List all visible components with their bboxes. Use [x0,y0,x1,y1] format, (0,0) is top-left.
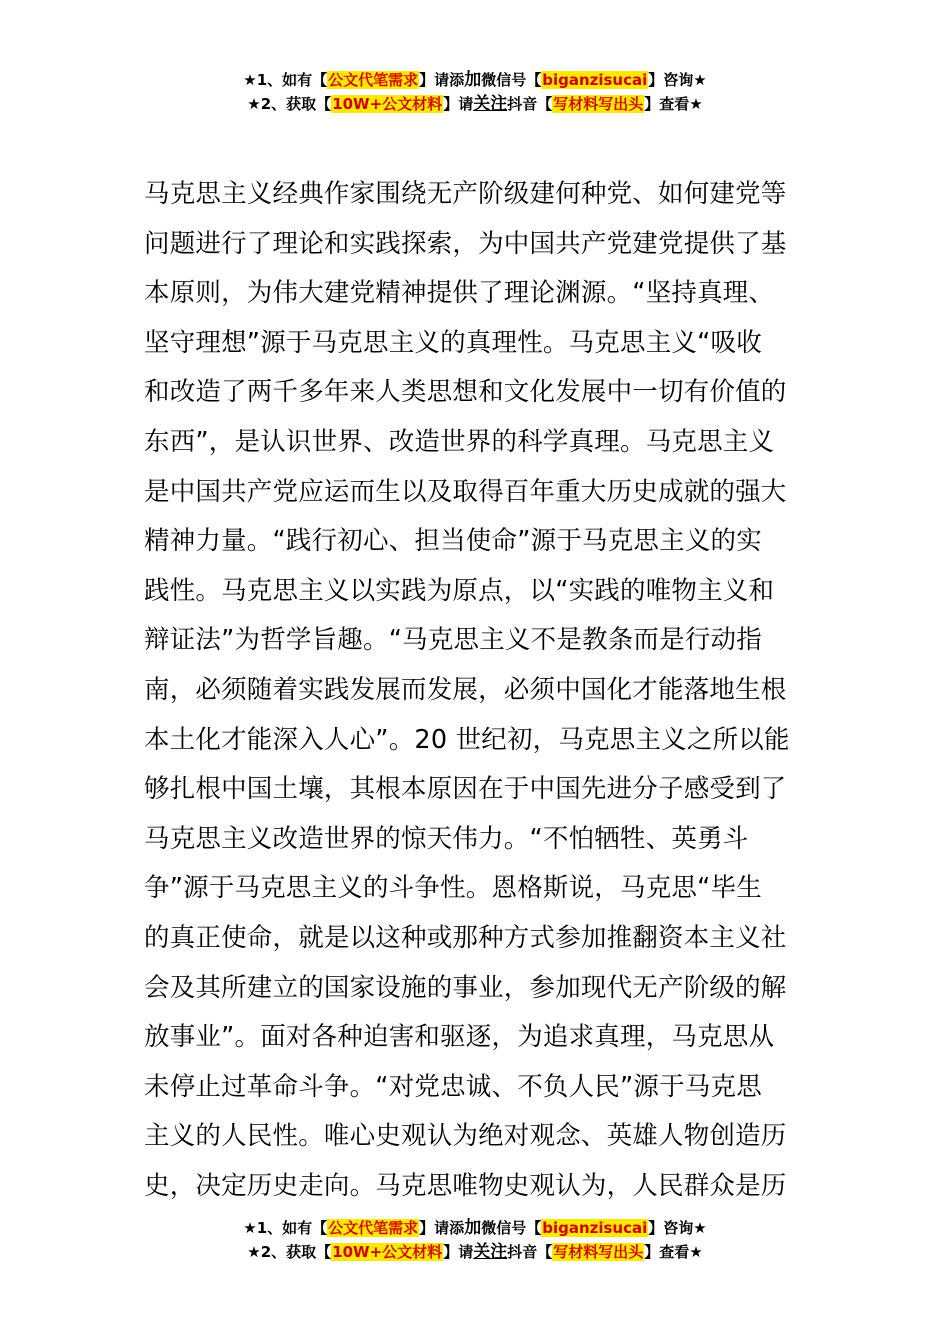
body-line: 精神力量。“践行初心、担当使命”源于马克思主义的实 [144,526,762,557]
banner-line-1 [0,1216,950,1240]
body-line: 辩证法”为哲学旨趣。“马克思主义不是教条而是行动指 [144,625,762,656]
body-line: 坚守理想”源于马克思主义的真理性。马克思主义“吸收 [144,327,762,358]
body-line: 未停止过革命斗争。“对党忠诚、不负人民”源于马克思 [144,1071,762,1102]
body-line: 和改造了两千多年来人类思想和文化发展中一切有价值的 [144,377,787,408]
banner-text: 】咨询★ [648,71,707,89]
body-line: 本原则，为伟大建党精神提供了理论渊源。“坚持真理、 [144,278,775,309]
body-line: 争”源于马克思主义的斗争性。恩格斯说，马克思“毕生 [144,873,762,904]
body-line: 够扎根中国土壤，其根本原因在于中国先进分子感受到了 [144,774,787,805]
banner-text: 抖音【 [507,95,553,113]
body-line: 的真正使命，就是以这种或那种方式参加推翻资本主义社 [144,922,787,953]
banner-text: ★1、如有【 [243,1219,328,1237]
banner-text: 微信号【 [481,71,542,89]
banner-highlight-douyin: 写材料写出头 [553,95,644,113]
banner-text: ★1、如有【 [243,71,328,89]
body-line: 践性。马克思主义以实践为原点，以“实践的唯物主义和 [144,575,775,606]
banner-line-2 [0,1240,950,1264]
banner-highlight-wechat-id: biganzisucai [542,1219,648,1237]
banner-text: 微信号【 [481,1219,542,1237]
banner-text: 】请添 [419,71,465,89]
body-line: 会及其所建立的国家设施的事业，参加现代无产阶级的解 [144,972,787,1003]
banner-text: 】咨询★ [648,1219,707,1237]
footer-banner [0,1216,950,1264]
banner-highlight-materials: 10W+公文材料 [332,95,443,113]
body-line: 马克思主义改造世界的惊天伟力。“不怕牺牲、英勇斗 [144,823,749,854]
body-line: 本土化才能深入人心”。20 世纪初，马克思主义之所以能 [144,724,790,755]
body-line: 是中国共产党应运而生以及取得百年重大历史成就的强大 [144,476,787,507]
banner-text: 加 [464,70,482,90]
body-line: 放事业”。面对各种迫害和驱逐，为追求真理，马克思从 [144,1022,775,1053]
body-line: 南，必须随着实践发展而发展，必须中国化才能落地生根 [144,674,787,705]
header-banner [0,68,950,116]
banner-text: 】查看★ [644,95,703,113]
banner-text: 】请添 [419,1219,465,1237]
banner-highlight-douyin: 写材料写出头 [553,1243,644,1261]
banner-text: 】请 [443,95,474,113]
banner-text: ★2、获取【 [247,1243,332,1261]
body-line: 马克思主义经典作家围绕无产阶级建何种党、如何建党等 [144,179,787,209]
document-body [144,170,808,1211]
body-line: 东西”，是认识世界、改造世界的科学真理。马克思主义 [144,426,775,457]
banner-line-1 [0,68,950,92]
banner-highlight-materials: 10W+公文材料 [332,1243,443,1261]
banner-text: 关注 [473,94,508,114]
body-line: 问题进行了理论和实践探索，为中国共产党建党提供了基 [144,228,787,259]
banner-highlight-wechat-id: biganzisucai [542,71,648,89]
body-line: 史，决定历史走向。马克思唯物史观认为，人民群众是历 [144,1170,787,1201]
body-line: 主义的人民性。唯心史观认为绝对观念、英雄人物创造历 [144,1121,787,1152]
banner-text: 加 [464,1218,482,1238]
banner-line-2 [0,92,950,116]
banner-text: 抖音【 [507,1243,553,1261]
banner-text: 】查看★ [644,1243,703,1261]
banner-text: ★2、获取【 [247,95,332,113]
banner-highlight-service: 公文代笔需求 [328,71,419,89]
banner-text: 】请 [443,1243,474,1261]
banner-text: 关注 [473,1242,508,1262]
banner-highlight-service: 公文代笔需求 [328,1219,419,1237]
